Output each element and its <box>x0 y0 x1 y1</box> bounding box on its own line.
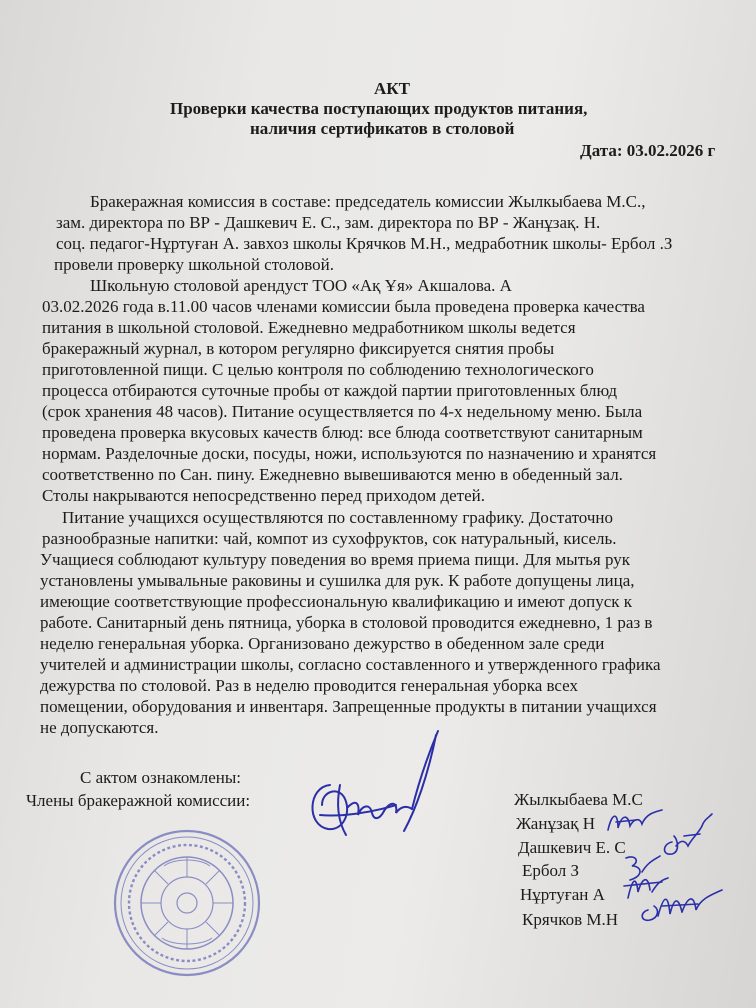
body-line: учителей и администрации школы, согласно составленного и утвержденного графика <box>40 655 661 674</box>
body-line: (срок хранения 48 часов). Питание осуществляется по 4-х недельному меню. Была <box>42 402 643 421</box>
doc-subtitle-1: Проверки качества поступающих продуктов питания, <box>170 99 588 118</box>
body-line: приготовленной пищи. С целью контроля по соблюдению технологического <box>42 360 594 379</box>
body-line: Школьную столовой арендуст ТОО «Ақ Ұя» Акшалова. А <box>90 276 512 295</box>
state-emblem-seal-icon <box>112 828 262 978</box>
body-line: процесса отбираются суточные пробы от каждой партии приготовленных блюд <box>42 381 618 400</box>
doc-title: АКТ <box>374 79 410 98</box>
body-line: работе. Санитарный день пятница, уборка в столовой проводится ежедневно, 1 раз в <box>40 613 653 632</box>
body-line: соц. педагог-Нұртуған А. завхоз школы Крячков М.Н., медработник школы- Ербол .З <box>56 234 673 253</box>
body-line: неделю генеральная уборка. Организовано дежурство в обеденном зале среди <box>40 634 605 653</box>
signature-chairman-icon <box>300 725 450 845</box>
doc-subtitle-2: наличия сертификатов в столовой <box>250 119 515 138</box>
member-name: Жанұзақ Н <box>516 814 595 833</box>
body-line: Питание учащихся осуществляются по составленному графику. Достаточно <box>62 508 613 527</box>
body-line: имеющие соответствующие профессиональную квалификацию и имеют допуск к <box>40 592 633 611</box>
commission-label: Члены бракеражной комиссии: <box>26 791 251 810</box>
body-line: не допускаются. <box>40 718 159 737</box>
body-line: Бракеражная комиссия в составе: председатель комиссии Жылкыбаева М.С., <box>90 192 646 211</box>
member-name: Дашкевич Е. С <box>518 838 626 857</box>
signature-kryachkov-icon <box>638 888 728 924</box>
body-line: 03.02.2026 года в.11.00 часов членами комиссии была проведена проверка качества <box>42 297 645 316</box>
ack-intro: С актом ознакомлены: <box>80 768 242 787</box>
signature-zhanuzak-icon <box>606 806 666 836</box>
body-line: зам. директора по ВР - Дашкевич Е. С., зам. директора по ВР - Жанұзақ. Н. <box>56 213 601 232</box>
member-name: Ербол З <box>522 861 580 880</box>
doc-date: Дата: 03.02.2026 г <box>580 141 716 160</box>
body-line: Учащиеся соблюдают культуру поведения во время приема пищи. Для мытья рук <box>40 550 630 569</box>
body-line: бракеражный журнал, в котором регулярно фиксируется снятия пробы <box>42 339 555 358</box>
body-line: дежурства по столовой. Раз в неделю проводится генеральная уборка всех <box>40 676 578 695</box>
body-line: проведена проверка вкусовых качеств блюд: все блюда соответствуют санитарным <box>42 423 643 442</box>
body-line: нормам. Разделочные доски, посуды, ножи, используются по назначению и хранятся <box>42 444 657 463</box>
body-line: разнообразные напитки: чай, компот из сухофруктов, сок натуральный, кисель. <box>42 529 617 548</box>
member-name: Нұртуған А <box>520 885 605 904</box>
body-line: Столы накрываются непосредственно перед приходом детей. <box>42 486 485 505</box>
member-name: Жылкыбаева М.С <box>514 790 643 809</box>
body-line: соответственно по Сан. пину. Ежедневно вывешиваются меню в обеденный зал. <box>42 465 623 484</box>
body-line: помещении, оборудования и инвентаря. Запрещенные продукты в питании учащихся <box>40 697 657 716</box>
body-line: провели проверку школьной столовой. <box>54 255 334 274</box>
body-line: установлены умывальные раковины и сушилка для рук. К работе допущены лица, <box>40 571 635 590</box>
body-line: питания в школьной столовой. Ежедневно медработником школы ведется <box>42 318 576 337</box>
member-name: Крячков М.Н <box>522 910 619 929</box>
signature-dashkevich-icon <box>658 812 714 856</box>
